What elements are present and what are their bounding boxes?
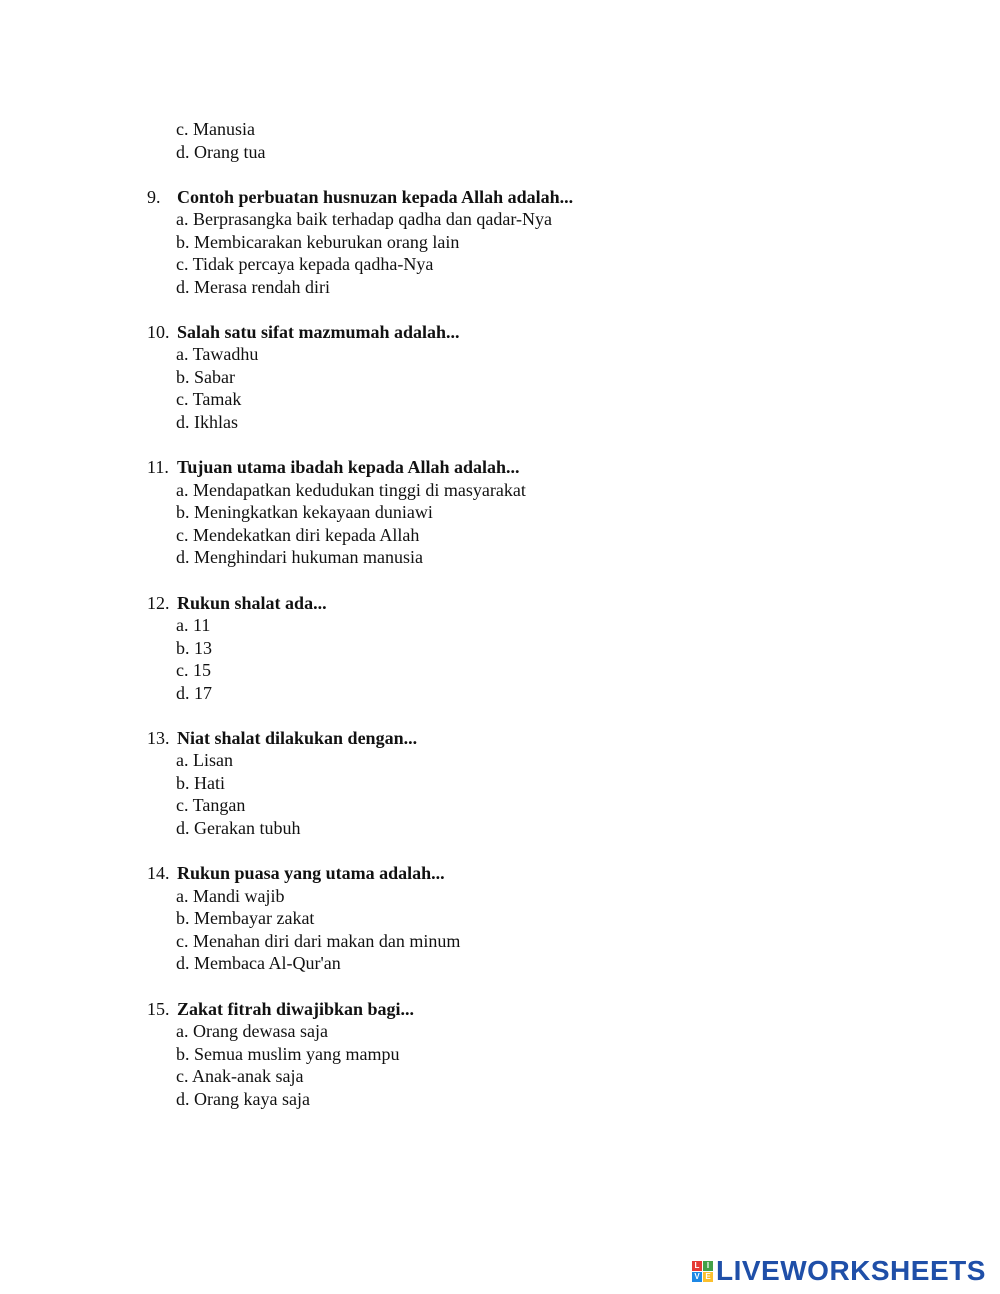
option: d. Membaca Al-Qur'an: [176, 953, 341, 973]
option: c. Tamak: [176, 389, 242, 409]
logo-letter-i: I: [703, 1261, 713, 1271]
logo-letter-v: V: [692, 1272, 702, 1282]
option: c. Tidak percaya kepada qadha-Nya: [176, 254, 434, 274]
option: a. Mandi wajib: [176, 886, 285, 906]
question-number: 12.: [147, 593, 170, 613]
option: d. Merasa rendah diri: [176, 277, 330, 297]
option: d. Ikhlas: [176, 412, 238, 432]
brand-name: LIVEWORKSHEETS: [716, 1255, 986, 1286]
option: b. Hati: [176, 773, 225, 793]
option: c. Menahan diri dari makan dan minum: [176, 931, 461, 951]
option: d. Gerakan tubuh: [176, 818, 301, 838]
question-text: Zakat fitrah diwajibkan bagi...: [177, 999, 415, 1019]
question-number: 15.: [147, 999, 170, 1019]
option: c. 15: [176, 660, 211, 680]
logo-letter-e: E: [703, 1272, 713, 1282]
option: b. Membayar zakat: [176, 908, 315, 928]
question-number: 14.: [147, 863, 170, 883]
option: d. Menghindari hukuman manusia: [176, 547, 423, 567]
option: b. Semua muslim yang mampu: [176, 1044, 400, 1064]
question-text: Contoh perbuatan husnuzan kepada Allah adalah...: [177, 187, 574, 207]
option: c. Mendekatkan diri kepada Allah: [176, 525, 420, 545]
question-text: Tujuan utama ibadah kepada Allah adalah...: [177, 457, 520, 477]
question-text: Rukun puasa yang utama adalah...: [177, 863, 445, 883]
option: d. Orang kaya saja: [176, 1089, 310, 1109]
question-number: 10.: [147, 322, 170, 342]
option: b. 13: [176, 638, 212, 658]
logo-letter-l: L: [692, 1261, 702, 1271]
option: c. Manusia: [176, 119, 255, 139]
option: a. Orang dewasa saja: [176, 1021, 328, 1041]
option: c. Anak-anak saja: [176, 1066, 304, 1086]
question-number: 13.: [147, 728, 170, 748]
question-text: Rukun shalat ada...: [177, 593, 327, 613]
question-text: Niat shalat dilakukan dengan...: [177, 728, 418, 748]
live-logo-icon: [692, 1261, 713, 1282]
option: a. Tawadhu: [176, 344, 259, 364]
option: b. Membicarakan keburukan orang lain: [176, 232, 460, 252]
option: a. Lisan: [176, 750, 233, 770]
option: d. 17: [176, 683, 212, 703]
option: a. Berprasangka baik terhadap qadha dan qadar-Nya: [176, 209, 552, 229]
option: d. Orang tua: [176, 142, 266, 162]
option: a. Mendapatkan kedudukan tinggi di masyarakat: [176, 480, 526, 500]
liveworksheets-logo: [692, 1256, 986, 1286]
option: a. 11: [176, 615, 211, 635]
question-number: 11.: [147, 457, 169, 477]
question-number: 9.: [147, 187, 161, 207]
option: c. Tangan: [176, 795, 246, 815]
option: b. Meningkatkan kekayaan duniawi: [176, 502, 433, 522]
question-text: Salah satu sifat mazmumah adalah...: [177, 322, 460, 342]
option: b. Sabar: [176, 367, 235, 387]
